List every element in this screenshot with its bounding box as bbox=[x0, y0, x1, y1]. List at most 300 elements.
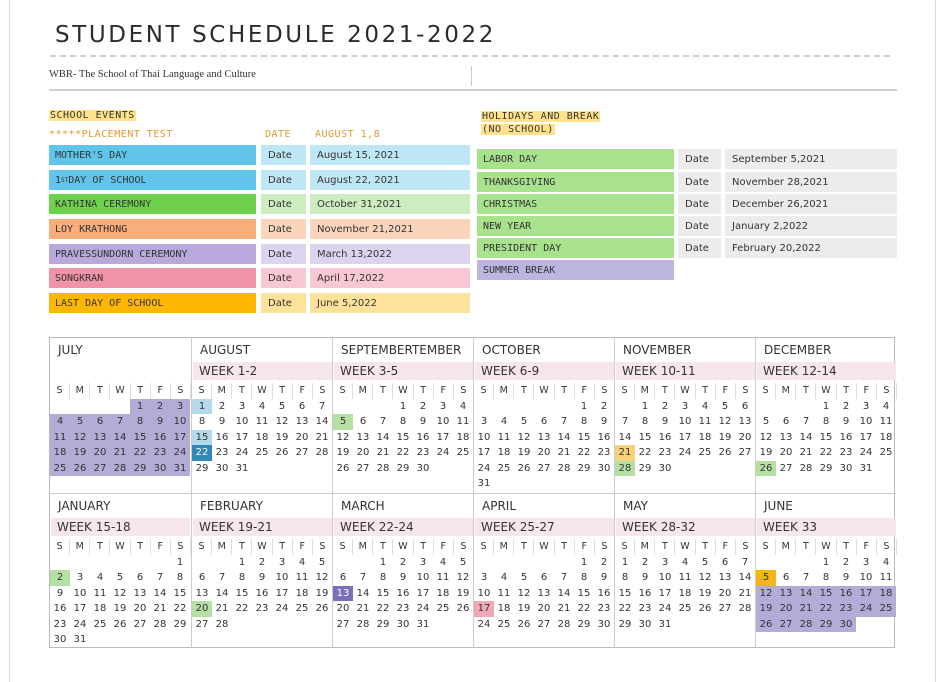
empty-day bbox=[675, 617, 695, 633]
week-label: WEEK 10-11 bbox=[616, 362, 755, 380]
day-5: 5 bbox=[520, 416, 528, 427]
week-row bbox=[50, 601, 191, 617]
weekday-header bbox=[756, 539, 897, 555]
empty-day bbox=[312, 461, 332, 477]
day-7: 7 bbox=[379, 416, 387, 427]
day-6: 6 bbox=[136, 572, 144, 583]
day-15: 15 bbox=[618, 587, 632, 599]
event-date-value: October 31,2021 bbox=[310, 194, 470, 214]
month-march bbox=[332, 493, 473, 648]
day-4: 4 bbox=[500, 416, 508, 427]
day-26: 26 bbox=[315, 603, 329, 614]
day-17: 17 bbox=[436, 431, 450, 443]
day-14: 14 bbox=[376, 431, 390, 443]
weekday-0: S bbox=[474, 383, 494, 399]
empty-day bbox=[554, 476, 574, 492]
day-28: 28 bbox=[738, 603, 752, 614]
school-name: WBR- The School of Thai Language and Culture bbox=[49, 69, 256, 80]
month-december bbox=[755, 338, 896, 493]
day-28: 28 bbox=[557, 618, 571, 630]
event-date-value: June 5,2022 bbox=[310, 293, 470, 313]
day-10: 10 bbox=[416, 572, 430, 583]
week-row bbox=[756, 399, 897, 415]
weekday-1: M bbox=[353, 383, 373, 399]
day-10: 10 bbox=[477, 587, 491, 599]
day-15: 15 bbox=[235, 587, 249, 599]
day-19: 19 bbox=[517, 447, 531, 458]
day-14: 14 bbox=[799, 431, 813, 443]
day-27: 27 bbox=[90, 461, 110, 477]
event-date-value: April 17,2022 bbox=[310, 268, 470, 288]
day-30: 30 bbox=[215, 462, 229, 474]
weekday-header bbox=[333, 539, 474, 555]
weekday-header bbox=[50, 539, 191, 555]
week-row bbox=[333, 445, 474, 461]
page-border-right bbox=[935, 0, 936, 682]
week-row bbox=[615, 445, 756, 461]
day-22: 22 bbox=[638, 447, 652, 458]
week-row bbox=[333, 601, 474, 617]
weekday-4: T bbox=[414, 383, 434, 399]
event-date-label: Date bbox=[261, 293, 306, 313]
week-row bbox=[615, 570, 756, 586]
day-9: 9 bbox=[419, 416, 427, 427]
day-3: 3 bbox=[480, 572, 488, 583]
holiday-date-value: November 28,2021 bbox=[725, 172, 897, 192]
weekday-2: T bbox=[655, 539, 675, 555]
event-name: LAST DAY OF SCHOOL bbox=[49, 293, 256, 313]
day-11: 11 bbox=[497, 431, 511, 443]
week-row bbox=[474, 555, 615, 571]
day-3: 3 bbox=[661, 556, 669, 568]
day-21: 21 bbox=[615, 445, 635, 461]
day-19: 19 bbox=[275, 431, 289, 443]
empty-day bbox=[534, 476, 554, 492]
month-name: DECEMBER bbox=[764, 343, 832, 357]
day-30: 30 bbox=[597, 618, 611, 630]
day-11: 11 bbox=[50, 430, 70, 446]
day-11: 11 bbox=[93, 587, 107, 599]
weekday-header bbox=[50, 383, 191, 399]
day-13: 13 bbox=[537, 431, 551, 443]
day-22: 22 bbox=[376, 603, 390, 614]
day-20: 20 bbox=[133, 603, 147, 614]
day-20: 20 bbox=[718, 587, 732, 599]
weekday-6: S bbox=[736, 539, 756, 555]
day-23: 23 bbox=[255, 603, 269, 614]
weekday-0: S bbox=[192, 383, 212, 399]
day-12: 12 bbox=[759, 431, 773, 443]
week-row bbox=[474, 601, 615, 617]
week-row bbox=[192, 414, 333, 430]
day-6: 6 bbox=[540, 416, 548, 427]
weekday-5: F bbox=[151, 539, 171, 555]
month-days bbox=[50, 383, 191, 476]
day-29: 29 bbox=[618, 618, 632, 630]
day-27: 27 bbox=[336, 618, 350, 630]
day-13: 13 bbox=[718, 572, 732, 583]
empty-day bbox=[514, 555, 534, 571]
day-20: 20 bbox=[295, 431, 309, 443]
week-row bbox=[474, 414, 615, 430]
day-20: 20 bbox=[192, 601, 212, 617]
day-16: 16 bbox=[150, 430, 170, 446]
day-8: 8 bbox=[822, 572, 830, 583]
month-january bbox=[50, 493, 191, 648]
weekday-3: W bbox=[110, 383, 130, 399]
month-days bbox=[615, 539, 756, 632]
day-29: 29 bbox=[130, 461, 150, 477]
day-10: 10 bbox=[477, 431, 491, 443]
day-5: 5 bbox=[70, 414, 90, 430]
weekday-0: S bbox=[615, 383, 635, 399]
day-8: 8 bbox=[641, 416, 649, 427]
month-name: OCTOBER bbox=[482, 343, 541, 357]
day-15: 15 bbox=[819, 431, 833, 443]
event-name: SONGKRAN bbox=[49, 268, 256, 288]
day-30: 30 bbox=[396, 618, 410, 630]
empty-day bbox=[150, 555, 170, 571]
weekday-0: S bbox=[615, 539, 635, 555]
weekday-5: F bbox=[293, 539, 313, 555]
weekday-4: T bbox=[696, 539, 716, 555]
empty-day bbox=[252, 617, 272, 633]
day-25: 25 bbox=[678, 603, 692, 614]
calendar-grid bbox=[49, 337, 895, 648]
day-28: 28 bbox=[110, 461, 130, 477]
week-row bbox=[615, 617, 756, 633]
day-28: 28 bbox=[315, 447, 329, 458]
day-26: 26 bbox=[336, 462, 350, 474]
day-9: 9 bbox=[258, 572, 266, 583]
day-25: 25 bbox=[93, 618, 107, 630]
page-title: STUDENT SCHEDULE 2021-2022 bbox=[55, 22, 496, 48]
day-9: 9 bbox=[150, 414, 170, 430]
day-9: 9 bbox=[600, 572, 608, 583]
day-26: 26 bbox=[70, 461, 90, 477]
day-29: 29 bbox=[638, 462, 652, 474]
day-19: 19 bbox=[336, 447, 350, 458]
week-label: WEEK 25-27 bbox=[475, 518, 614, 536]
placement-test-label: *****PLACEMENT TEST bbox=[49, 129, 173, 140]
day-27: 27 bbox=[195, 618, 209, 630]
day-17: 17 bbox=[474, 601, 494, 617]
day-24: 24 bbox=[416, 603, 430, 614]
day-26: 26 bbox=[718, 447, 732, 458]
week-row bbox=[50, 586, 191, 602]
event-name: PRAVESSUNDORN CEREMONY bbox=[49, 244, 256, 264]
holiday-date-value: September 5,2021 bbox=[725, 149, 897, 169]
month-november bbox=[614, 338, 755, 493]
day-7: 7 bbox=[359, 572, 367, 583]
day-19: 19 bbox=[756, 601, 776, 617]
day-2: 2 bbox=[600, 556, 608, 568]
weekday-3: W bbox=[675, 539, 695, 555]
day-17: 17 bbox=[678, 431, 692, 443]
day-8: 8 bbox=[198, 416, 206, 427]
empty-day bbox=[373, 399, 393, 415]
empty-day bbox=[433, 617, 453, 633]
weekday-2: T bbox=[232, 539, 252, 555]
day-9: 9 bbox=[842, 416, 850, 427]
empty-day bbox=[110, 632, 130, 648]
day-12: 12 bbox=[70, 430, 90, 446]
week-row bbox=[756, 570, 897, 586]
day-19: 19 bbox=[113, 603, 127, 614]
day-9: 9 bbox=[399, 572, 407, 583]
day-22: 22 bbox=[577, 447, 591, 458]
month-septembertember bbox=[332, 338, 473, 493]
weekday-4: T bbox=[837, 539, 857, 555]
day-25: 25 bbox=[255, 447, 269, 458]
placement-date-value: AUGUST 1,8 bbox=[315, 129, 381, 140]
day-16: 16 bbox=[53, 603, 67, 614]
day-11: 11 bbox=[436, 572, 450, 583]
day-14: 14 bbox=[215, 587, 229, 599]
day-24: 24 bbox=[859, 447, 873, 458]
day-18: 18 bbox=[497, 447, 511, 458]
week-row bbox=[615, 555, 756, 571]
event-date-value: August 15, 2021 bbox=[310, 145, 470, 165]
day-21: 21 bbox=[738, 587, 752, 599]
day-23: 23 bbox=[396, 603, 410, 614]
week-row bbox=[474, 476, 615, 492]
day-16: 16 bbox=[597, 431, 611, 443]
day-3: 3 bbox=[170, 399, 190, 415]
day-20: 20 bbox=[779, 447, 793, 458]
day-22: 22 bbox=[192, 445, 212, 461]
day-17: 17 bbox=[859, 431, 873, 443]
day-13: 13 bbox=[90, 430, 110, 446]
empty-day bbox=[272, 461, 292, 477]
week-row bbox=[615, 586, 756, 602]
empty-day bbox=[554, 555, 574, 571]
week-row bbox=[192, 601, 333, 617]
event-date-label: Date bbox=[261, 194, 306, 214]
month-name: MAY bbox=[623, 499, 648, 513]
week-row bbox=[474, 445, 615, 461]
day-14: 14 bbox=[557, 431, 571, 443]
weekday-5: F bbox=[434, 539, 454, 555]
empty-day bbox=[715, 461, 735, 477]
weekday-2: T bbox=[514, 539, 534, 555]
day-15: 15 bbox=[638, 431, 652, 443]
day-21: 21 bbox=[153, 603, 167, 614]
weekday-3: W bbox=[393, 539, 413, 555]
weekday-4: T bbox=[555, 539, 575, 555]
day-3: 3 bbox=[681, 400, 689, 412]
month-name: JANUARY bbox=[58, 499, 111, 513]
empty-day bbox=[534, 399, 554, 415]
day-1: 1 bbox=[192, 399, 212, 415]
week-row bbox=[756, 601, 897, 617]
day-22: 22 bbox=[396, 447, 410, 458]
holiday-date-label: Date bbox=[678, 194, 721, 214]
month-days bbox=[333, 383, 474, 476]
day-27: 27 bbox=[295, 447, 309, 458]
weekday-1: M bbox=[494, 383, 514, 399]
weekday-6: S bbox=[595, 539, 615, 555]
day-21: 21 bbox=[796, 601, 816, 617]
empty-day bbox=[514, 399, 534, 415]
day-9: 9 bbox=[218, 416, 226, 427]
weekday-1: M bbox=[212, 383, 232, 399]
month-february bbox=[191, 493, 332, 648]
day-10: 10 bbox=[275, 572, 289, 583]
day-26: 26 bbox=[517, 462, 531, 474]
day-7: 7 bbox=[560, 416, 568, 427]
weekday-0: S bbox=[192, 539, 212, 555]
day-8: 8 bbox=[379, 572, 387, 583]
day-13: 13 bbox=[133, 587, 147, 599]
weekday-6: S bbox=[454, 383, 474, 399]
week-row bbox=[50, 617, 191, 633]
day-26: 26 bbox=[698, 603, 712, 614]
day-19: 19 bbox=[315, 587, 329, 599]
week-row bbox=[474, 430, 615, 446]
month-name: JULY bbox=[58, 343, 83, 357]
day-16: 16 bbox=[658, 431, 672, 443]
week-row bbox=[192, 555, 333, 571]
day-2: 2 bbox=[600, 400, 608, 412]
month-days bbox=[192, 539, 333, 632]
day-27: 27 bbox=[537, 462, 551, 474]
day-23: 23 bbox=[150, 445, 170, 461]
empty-day bbox=[514, 476, 534, 492]
week-row bbox=[333, 617, 474, 633]
event-date-value: March 13,2022 bbox=[310, 244, 470, 264]
header-rule bbox=[49, 89, 897, 91]
weekday-5: F bbox=[575, 383, 595, 399]
day-7: 7 bbox=[741, 556, 749, 568]
day-25: 25 bbox=[879, 447, 893, 458]
day-18: 18 bbox=[497, 603, 511, 614]
day-1: 1 bbox=[822, 400, 830, 412]
week-label: WEEK 6-9 bbox=[475, 362, 614, 380]
day-1: 1 bbox=[641, 400, 649, 412]
empty-day bbox=[876, 617, 896, 633]
day-7: 7 bbox=[621, 416, 629, 427]
day-8: 8 bbox=[130, 414, 150, 430]
day-24: 24 bbox=[275, 603, 289, 614]
weekday-4: T bbox=[414, 539, 434, 555]
month-name: AUGUST bbox=[200, 343, 251, 357]
day-8: 8 bbox=[621, 572, 629, 583]
weekday-3: W bbox=[252, 383, 272, 399]
event-date-value: November 21,2021 bbox=[310, 219, 470, 239]
day-15: 15 bbox=[577, 431, 591, 443]
weekday-6: S bbox=[171, 383, 191, 399]
empty-day bbox=[776, 399, 796, 415]
day-5: 5 bbox=[318, 556, 326, 568]
day-30: 30 bbox=[53, 634, 67, 645]
day-26: 26 bbox=[275, 447, 289, 458]
weekday-5: F bbox=[716, 539, 736, 555]
empty-day bbox=[594, 476, 614, 492]
weekday-2: T bbox=[514, 383, 534, 399]
day-1: 1 bbox=[130, 399, 150, 415]
day-10: 10 bbox=[170, 414, 190, 430]
day-17: 17 bbox=[416, 587, 430, 599]
week-row bbox=[474, 570, 615, 586]
day-11: 11 bbox=[678, 572, 692, 583]
day-22: 22 bbox=[816, 601, 836, 617]
week-row bbox=[615, 601, 756, 617]
day-28: 28 bbox=[799, 462, 813, 474]
weekday-6: S bbox=[877, 539, 897, 555]
day-25: 25 bbox=[50, 461, 70, 477]
month-may bbox=[614, 493, 755, 648]
day-19: 19 bbox=[718, 431, 732, 443]
weekday-1: M bbox=[353, 539, 373, 555]
weekday-2: T bbox=[796, 539, 816, 555]
day-7: 7 bbox=[156, 572, 164, 583]
holiday-date-value: January 2,2022 bbox=[725, 216, 897, 236]
weekday-4: T bbox=[696, 383, 716, 399]
week-row bbox=[333, 414, 474, 430]
divider bbox=[471, 66, 472, 86]
day-21: 21 bbox=[799, 447, 813, 458]
day-20: 20 bbox=[776, 601, 796, 617]
day-3: 3 bbox=[862, 556, 870, 568]
day-15: 15 bbox=[173, 587, 187, 599]
day-13: 13 bbox=[195, 587, 209, 599]
day-6: 6 bbox=[721, 556, 729, 568]
day-17: 17 bbox=[275, 587, 289, 599]
empty-day bbox=[876, 461, 896, 477]
week-row bbox=[474, 617, 615, 633]
week-row bbox=[756, 445, 897, 461]
day-24: 24 bbox=[477, 462, 491, 474]
day-12: 12 bbox=[517, 431, 531, 443]
holiday-name: CHRISTMAS bbox=[477, 194, 674, 214]
day-20: 20 bbox=[356, 447, 370, 458]
empty-day bbox=[494, 476, 514, 492]
day-16: 16 bbox=[597, 587, 611, 599]
day-31: 31 bbox=[170, 461, 190, 477]
event-name: MOTHER'S DAY bbox=[49, 145, 256, 165]
weekday-6: S bbox=[736, 383, 756, 399]
day-14: 14 bbox=[618, 431, 632, 443]
month-name: JUNE bbox=[764, 499, 793, 513]
weekday-5: F bbox=[716, 383, 736, 399]
event-date-value: August 22, 2021 bbox=[310, 170, 470, 190]
weekday-6: S bbox=[595, 383, 615, 399]
weekday-2: T bbox=[655, 383, 675, 399]
day-10: 10 bbox=[235, 416, 249, 427]
day-4: 4 bbox=[882, 400, 890, 412]
day-29: 29 bbox=[819, 462, 833, 474]
weekday-header bbox=[615, 539, 756, 555]
day-15: 15 bbox=[816, 586, 836, 602]
month-days bbox=[756, 383, 897, 476]
day-11: 11 bbox=[295, 572, 309, 583]
day-14: 14 bbox=[153, 587, 167, 599]
weekday-1: M bbox=[494, 539, 514, 555]
day-29: 29 bbox=[816, 617, 836, 633]
day-30: 30 bbox=[836, 617, 856, 633]
holiday-date-value: December 26,2021 bbox=[725, 194, 897, 214]
empty-day bbox=[776, 555, 796, 571]
week-label: WEEK 15-18 bbox=[51, 518, 190, 536]
week-row bbox=[756, 461, 897, 477]
day-4: 4 bbox=[681, 556, 689, 568]
week-row bbox=[333, 399, 474, 415]
day-4: 4 bbox=[701, 400, 709, 412]
day-12: 12 bbox=[718, 416, 732, 427]
day-16: 16 bbox=[396, 587, 410, 599]
week-row bbox=[474, 399, 615, 415]
